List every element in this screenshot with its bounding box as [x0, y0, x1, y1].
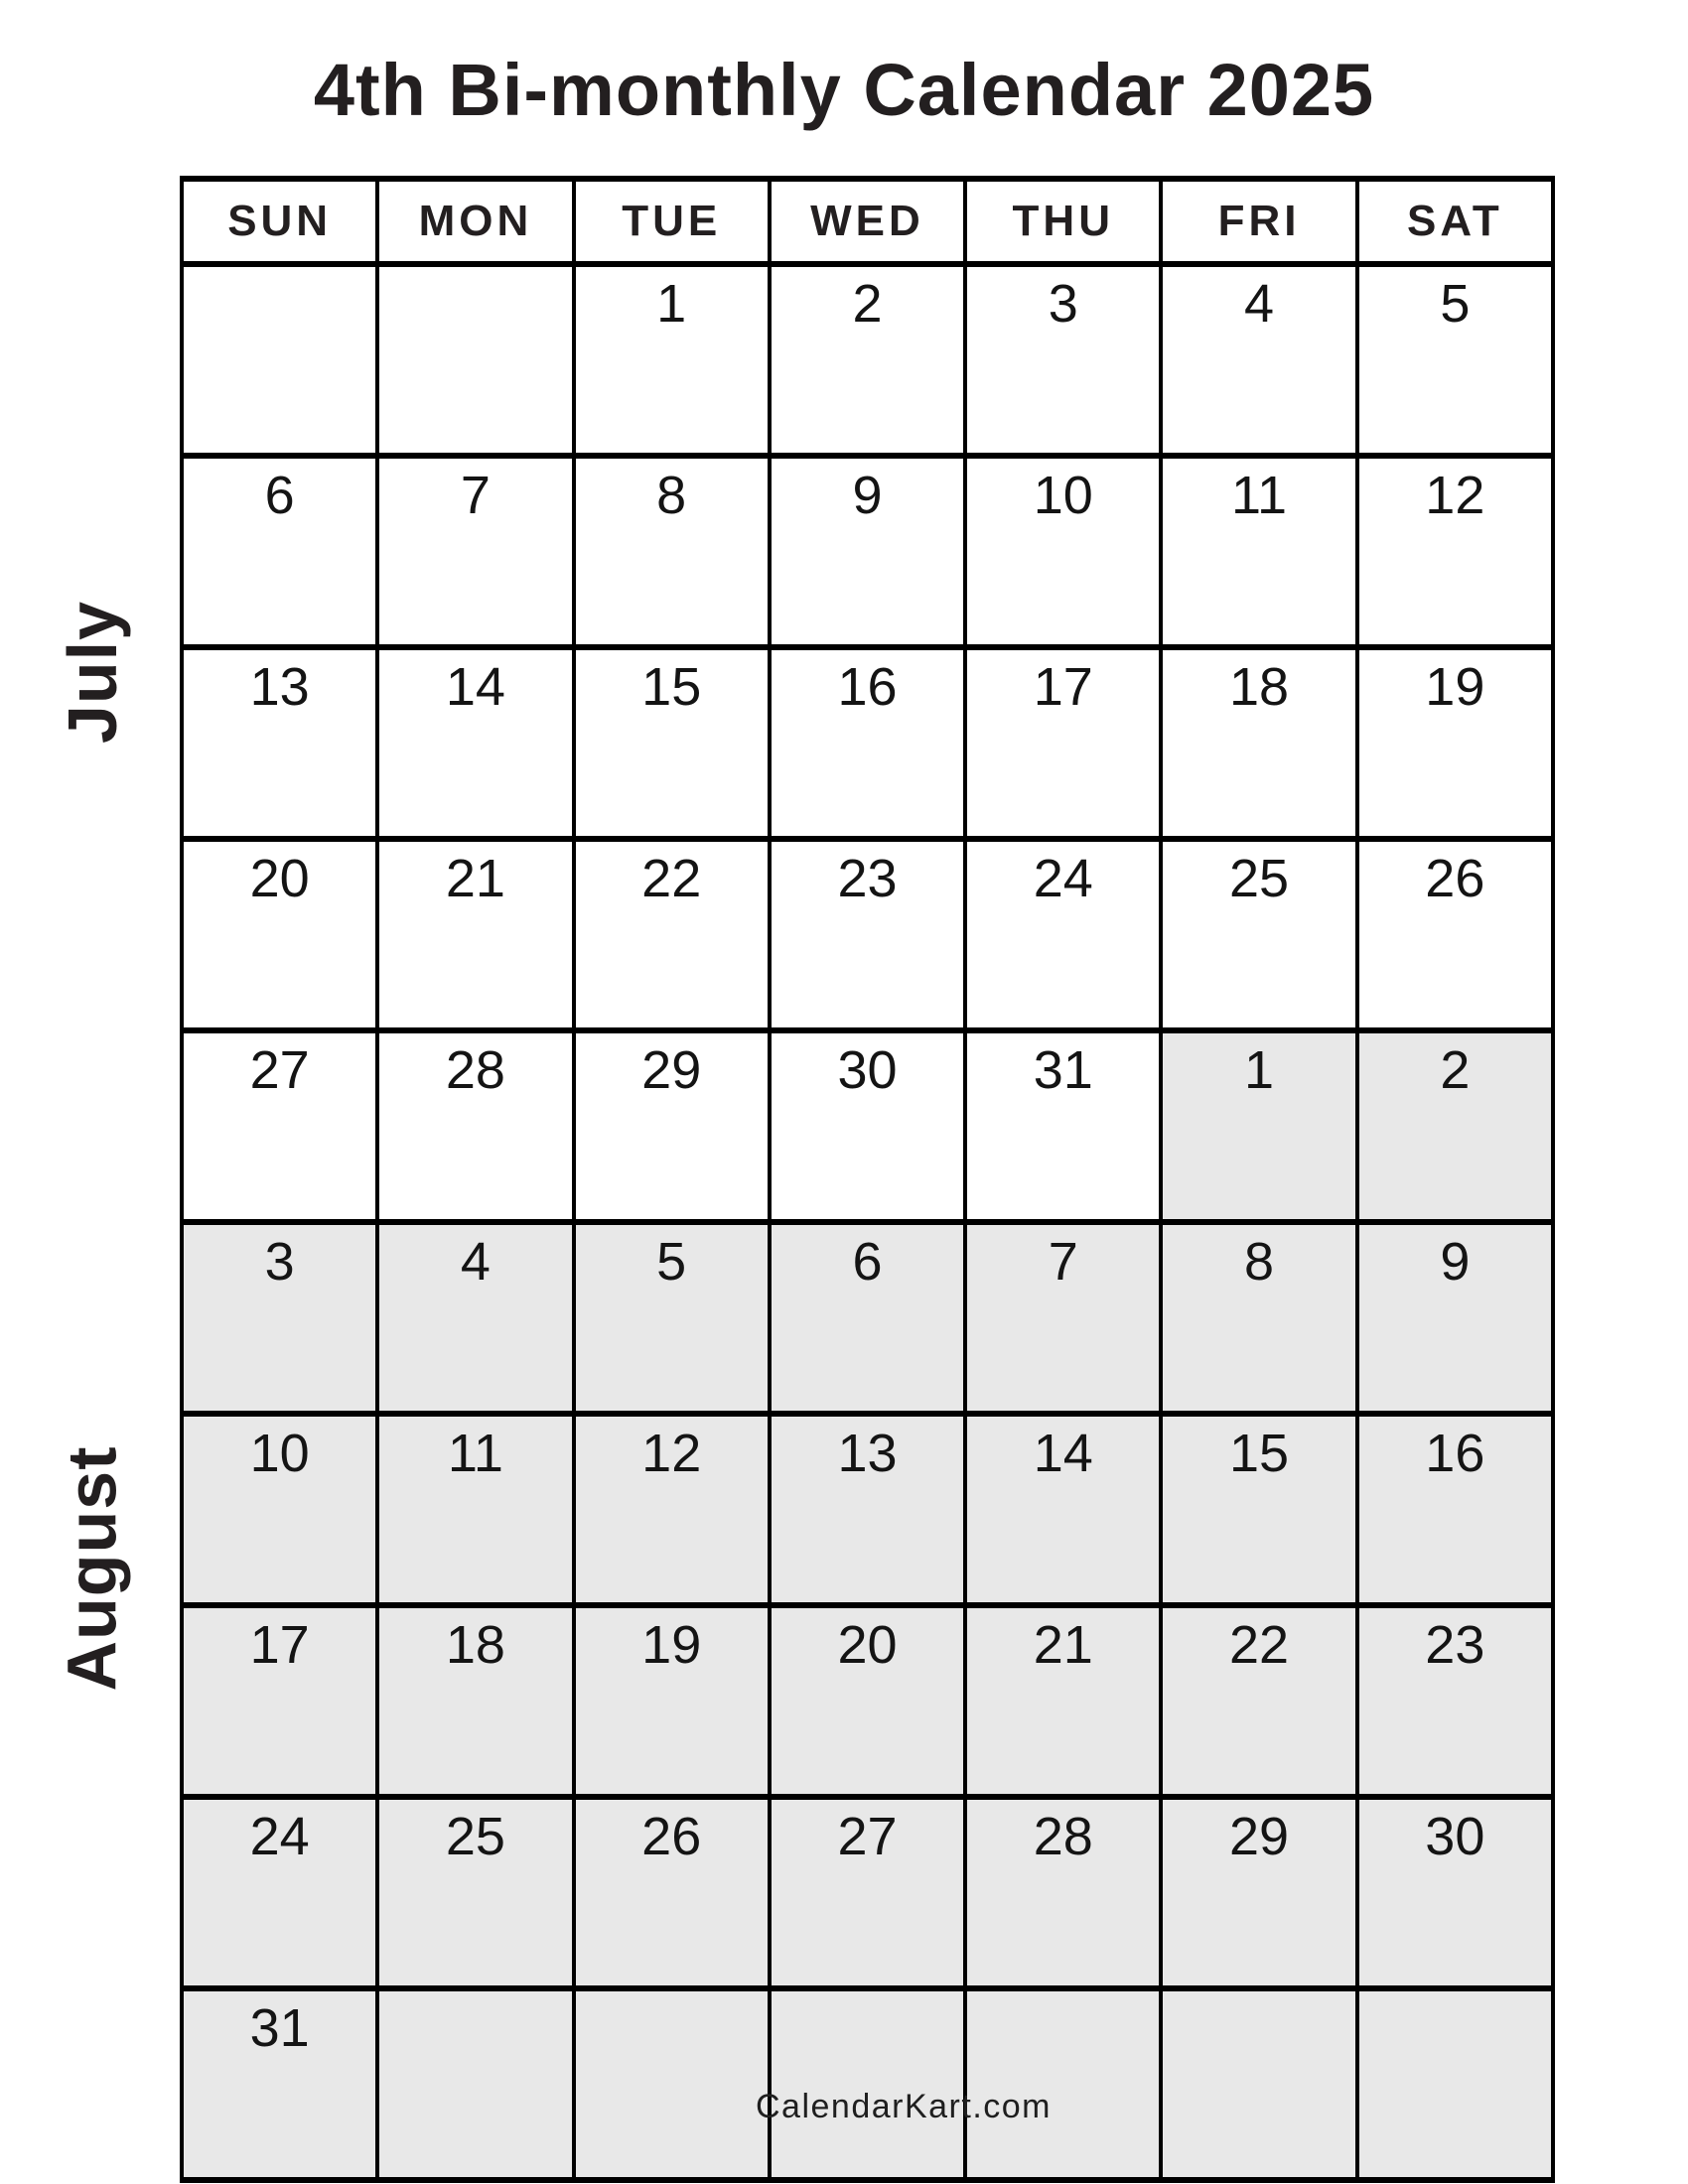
day-cell-july-11: 11: [1161, 456, 1356, 647]
day-cell-august-14: 14: [965, 1414, 1161, 1605]
day-cell-august-4: 4: [377, 1222, 573, 1414]
day-cell-empty-august: [574, 1988, 770, 2180]
month-label-august-text: August: [54, 1445, 132, 1692]
day-cell-july-10: 10: [965, 456, 1161, 647]
day-cell-empty-july: [182, 264, 377, 456]
calendar-week-row: [182, 264, 1553, 456]
day-cell-august-31: 31: [182, 1988, 377, 2180]
calendar-week-row: [182, 647, 1553, 839]
day-cell-july-31: 31: [965, 1030, 1161, 1222]
day-cell-empty-july: [377, 264, 573, 456]
day-cell-august-22: 22: [1161, 1605, 1356, 1797]
footer-site-text: CalendarKart.com: [755, 2088, 1052, 2125]
day-cell-august-12: 12: [574, 1414, 770, 1605]
day-cell-august-9: 9: [1357, 1222, 1553, 1414]
calendar-week-row: [182, 1030, 1553, 1222]
day-cell-empty-august: [1357, 1988, 1553, 2180]
day-cell-july-17: 17: [965, 647, 1161, 839]
calendar-grid: [182, 264, 1553, 2180]
day-cell-august-15: 15: [1161, 1414, 1356, 1605]
day-cell-july-15: 15: [574, 647, 770, 839]
day-cell-august-30: 30: [1357, 1797, 1553, 1988]
day-cell-empty-august: [770, 1988, 965, 2180]
calendar-week-row: [182, 1797, 1553, 1988]
day-cell-august-13: 13: [770, 1414, 965, 1605]
day-cell-august-8: 8: [1161, 1222, 1356, 1414]
day-cell-august-20: 20: [770, 1605, 965, 1797]
page-title: 4th Bi-monthly Calendar 2025: [313, 49, 1375, 131]
day-cell-july-14: 14: [377, 647, 573, 839]
day-cell-august-24: 24: [182, 1797, 377, 1988]
calendar-week-row: [182, 1605, 1553, 1797]
weekday-header-mon: MON: [377, 179, 573, 264]
footer: [0, 2088, 1688, 2126]
day-cell-empty-august: [1161, 1988, 1356, 2180]
day-cell-august-3: 3: [182, 1222, 377, 1414]
day-cell-august-19: 19: [574, 1605, 770, 1797]
day-cell-august-6: 6: [770, 1222, 965, 1414]
day-cell-july-21: 21: [377, 839, 573, 1030]
day-cell-august-17: 17: [182, 1605, 377, 1797]
month-label-august: [28, 1107, 157, 2030]
day-cell-july-5: 5: [1357, 264, 1553, 456]
calendar-week-row: [182, 839, 1553, 1030]
month-label-july: [28, 176, 157, 1168]
month-label-july-text: July: [54, 600, 132, 745]
day-cell-july-26: 26: [1357, 839, 1553, 1030]
day-cell-july-13: 13: [182, 647, 377, 839]
day-cell-august-16: 16: [1357, 1414, 1553, 1605]
day-cell-july-18: 18: [1161, 647, 1356, 839]
day-cell-july-4: 4: [1161, 264, 1356, 456]
day-cell-august-27: 27: [770, 1797, 965, 1988]
day-cell-july-3: 3: [965, 264, 1161, 456]
day-cell-july-19: 19: [1357, 647, 1553, 839]
day-cell-july-30: 30: [770, 1030, 965, 1222]
day-cell-july-12: 12: [1357, 456, 1553, 647]
calendar: [180, 176, 1555, 2183]
day-cell-july-20: 20: [182, 839, 377, 1030]
weekday-header-wed: WED: [770, 179, 965, 264]
day-cell-empty-august: [965, 1988, 1161, 2180]
day-cell-august-5: 5: [574, 1222, 770, 1414]
day-cell-august-28: 28: [965, 1797, 1161, 1988]
calendar-week-row: [182, 1222, 1553, 1414]
weekday-header-row: [182, 179, 1553, 264]
weekday-header-sun: SUN: [182, 179, 377, 264]
day-cell-july-6: 6: [182, 456, 377, 647]
day-cell-july-22: 22: [574, 839, 770, 1030]
day-cell-august-10: 10: [182, 1414, 377, 1605]
day-cell-august-25: 25: [377, 1797, 573, 1988]
day-cell-july-8: 8: [574, 456, 770, 647]
weekday-header-sat: SAT: [1357, 179, 1553, 264]
day-cell-july-1: 1: [574, 264, 770, 456]
weekday-header-tue: TUE: [574, 179, 770, 264]
day-cell-august-7: 7: [965, 1222, 1161, 1414]
day-cell-july-27: 27: [182, 1030, 377, 1222]
day-cell-july-29: 29: [574, 1030, 770, 1222]
day-cell-july-9: 9: [770, 456, 965, 647]
calendar-week-row: [182, 1414, 1553, 1605]
day-cell-july-28: 28: [377, 1030, 573, 1222]
day-cell-july-25: 25: [1161, 839, 1356, 1030]
day-cell-august-29: 29: [1161, 1797, 1356, 1988]
weekday-header-fri: FRI: [1161, 179, 1356, 264]
day-cell-august-18: 18: [377, 1605, 573, 1797]
day-cell-empty-august: [377, 1988, 573, 2180]
day-cell-august-26: 26: [574, 1797, 770, 1988]
weekday-header-thu: THU: [965, 179, 1161, 264]
calendar-week-row: [182, 1988, 1553, 2180]
day-cell-july-24: 24: [965, 839, 1161, 1030]
day-cell-july-23: 23: [770, 839, 965, 1030]
calendar-week-row: [182, 456, 1553, 647]
day-cell-july-7: 7: [377, 456, 573, 647]
day-cell-july-2: 2: [770, 264, 965, 456]
day-cell-august-21: 21: [965, 1605, 1161, 1797]
day-cell-august-11: 11: [377, 1414, 573, 1605]
day-cell-august-2: 2: [1357, 1030, 1553, 1222]
day-cell-july-16: 16: [770, 647, 965, 839]
calendar-table: [180, 176, 1555, 2183]
day-cell-august-1: 1: [1161, 1030, 1356, 1222]
day-cell-august-23: 23: [1357, 1605, 1553, 1797]
